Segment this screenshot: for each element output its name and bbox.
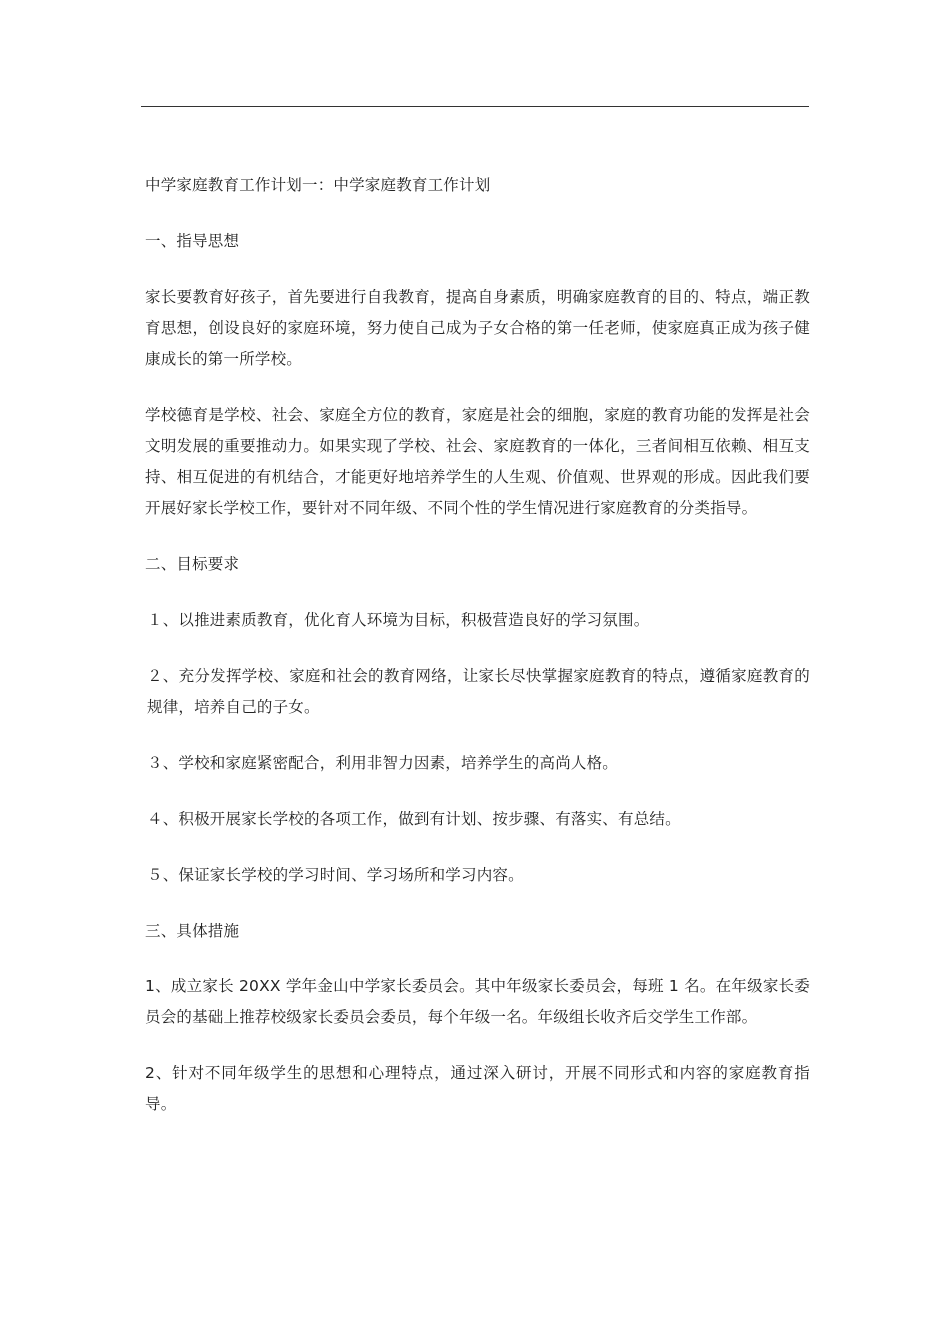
section-heading-guiding-thought: 一、指导思想 — [145, 232, 240, 250]
paragraph: 家长要教育好孩子，首先要进行自我教育，提高自身素质，明确家庭教育的目的、特点，端正教育思想，创设良好的家庭环境，努力使自己成为子女合格的第一任老师，使家庭真正成为孩子健康成长的第一所学校。 — [145, 288, 810, 368]
paragraph: 学校德育是学校、社会、家庭全方位的教育，家庭是社会的细胞，家庭的教育功能的发挥是社会文明发展的重要推动力。如果实现了学校、社会、家庭教育的一体化，三者间相互依赖、相互支持、相互促进的有机结合，才能更好地培养学生的人生观、价值观、世界观的形成。因此我们要开展好家长学校工作，要针对不同年级、不同个性的学生情况进行家庭教育的分类指导。 — [145, 406, 810, 517]
list-item: ４、积极开展家长学校的各项工作，做到有计划、按步骤、有落实、有总结。 — [147, 810, 681, 828]
section-heading-goals: 二、目标要求 — [145, 555, 240, 573]
list-item: １、以推进素质教育，优化育人环境为目标，积极营造良好的学习氛围。 — [147, 611, 650, 629]
document-body — [145, 170, 810, 1120]
list-item: ２、充分发挥学校、家庭和社会的教育网络，让家长尽快掌握家庭教育的特点，遵循家庭教育的规律，培养自己的子女。 — [147, 667, 810, 716]
section-heading-measures: 三、具体措施 — [145, 922, 240, 940]
header-rule — [141, 106, 809, 107]
list-item: 1、成立家长 20XX 学年金山中学家长委员会。其中年级家长委员会，每班 1 名。在年级家长委员会的基础上推荐校级家长委员会委员，每个年级一名。年级组长收齐后交学生工作部。 — [145, 977, 810, 1026]
list-item: ３、学校和家庭紧密配合，利用非智力因素，培养学生的高尚人格。 — [147, 754, 619, 772]
list-item: ５、保证家长学校的学习时间、学习场所和学习内容。 — [147, 866, 524, 884]
list-item: 2、针对不同年级学生的思想和心理特点，通过深入研讨，开展不同形式和内容的家庭教育指导。 — [145, 1064, 810, 1113]
document-title: 中学家庭教育工作计划一：中学家庭教育工作计划 — [145, 176, 491, 194]
